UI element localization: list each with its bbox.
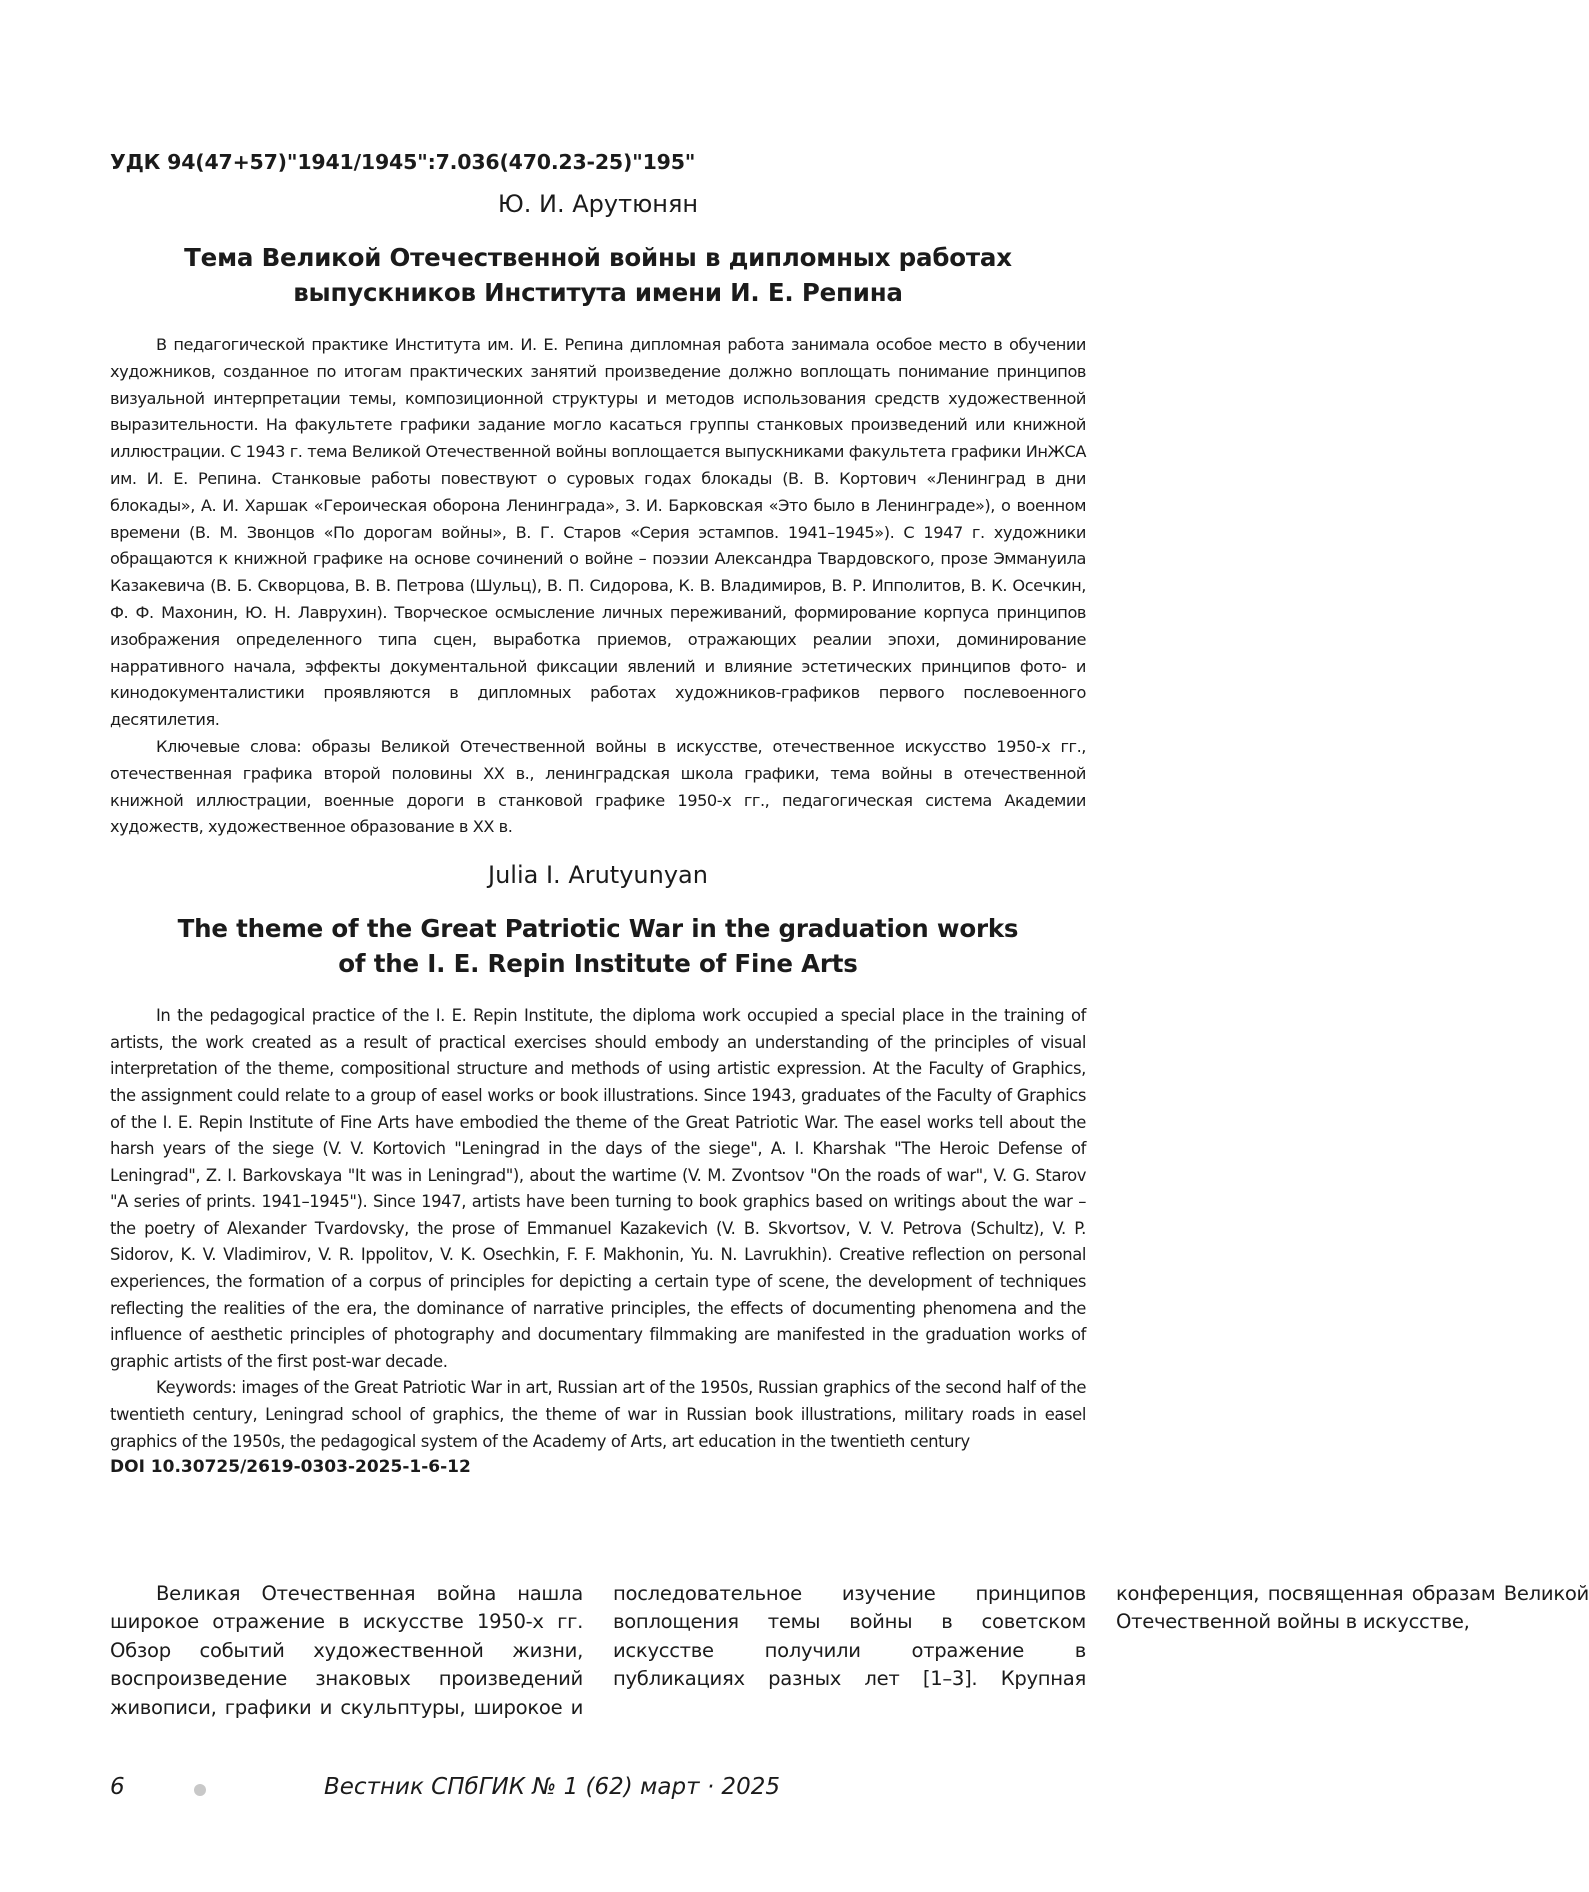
- body-paragraph: Великая Отечественная война нашла широкое отражение в искусстве 1950-х гг. Обзор событий художественной жизни, воспроизведение знаковых произведений живописи, графики и скульптуры, широкое и последовательное изучение принципов воплощения темы войны в советском искусстве получили отражение в публикациях разных лет [1–3]. Крупная конференция, посвященная образам Великой Отечественной войны в искусстве,: [110, 1582, 1589, 1719]
- keywords-ru: Ключевые слова: образы Великой Отечественной войны в искусстве, отечественное искусство 1950-х гг., отечественная графика второй половины XX в., ленинградская школа графики, тема войны в отечественной книжной иллюстрации, военные дороги в станковой графике 1950-х гг., педагогическая система Академии художеств, художественное образование в XX в.: [110, 736, 1086, 837]
- abstract-en-text: In the pedagogical practice of the I. E. Repin Institute, the diploma work occupied a special place in the training of artists, the work created as a result of practical exercises should embody an understanding of the principles of visual interpretation of the theme, compositional structure and methods of using artistic expression. At the Faculty of Graphics, the assignment could relate to a group of easel works or book illustrations. Since 1943, graduates of the Faculty of Graphics of the I. E. Repin Institute of Fine Arts have embodied the theme of the Great Patriotic War. The easel works tell about the harsh years of the siege (V. V. Kortovich "Leningrad in the days of the siege", A. I. Kharshak "The Heroic Defense of Leningrad", Z. I. Barkovskaya "It was in Leningrad"), about the wartime (V. M. Zvontsov "On the roads of war", V. G. Starov "A series of prints. 1941–1945"). Since 1947, artists have been turning to book graphics based on writings about the war – the poetry of Alexander Tvardovsky, the prose of Emmanuel Kazakevich (V. B. Skvortsov, V. V. Petrova (Schultz), V. P. Sidorov, K. V. Vladimirov, V. R. Ippolitov, V. K. Osechkin, F. F. Makhonin, Yu. N. Lavrukhin). Creative reflection on personal experiences, the formation of a corpus of principles for depicting a certain type of scene, the development of techniques reflecting the realities of the era, the dominance of narrative principles, the effects of documenting phenomena and the influence of aesthetic principles of photography and documentary filmmaking are manifested in the graduation works of graphic artists of the first post-war decade.: [110, 1006, 1086, 1371]
- author-ru: Ю. И. Арутюнян: [497, 190, 699, 218]
- udk-code: УДК 94(47+57)"1941/1945":7.036(470.23-25)"195": [110, 150, 696, 174]
- doi: DOI 10.30725/2619-0303-2025-1-6-12: [110, 1457, 471, 1478]
- title-en-line1: The theme of the Great Patriotic War in the graduation works: [177, 914, 1019, 944]
- journal-name: Вестник СПбГИК № 1 (62) март · 2025: [324, 1774, 780, 1800]
- body-text: [110, 1580, 1589, 1728]
- title-ru: [110, 240, 1086, 310]
- title-en-line2: of the I. E. Repin Institute of Fine Arts: [338, 949, 858, 979]
- author-en: Julia I. Arutyunyan: [488, 861, 708, 890]
- article-header: [110, 150, 1086, 1477]
- abstract-ru: [110, 332, 1086, 841]
- title-ru-line2: выпускников Института имени И. Е. Репина: [293, 278, 903, 307]
- title-en: [110, 911, 1086, 981]
- page-number: 6: [110, 1774, 125, 1800]
- title-ru-line1: Тема Великой Отечественной войны в дипломных работах: [184, 243, 1012, 272]
- abstract-ru-text: В педагогической практике Института им. И. Е. Репина дипломная работа занимала особое место в обучении художников, созданное по итогам практических занятий произведение должно воплощать понимание принципов визуальной интерпретации темы, композиционной структуры и методов использования средств художественной выразительности. На факультете графики задание могло касаться группы станковых произведений или книжной иллюстрации. С 1943 г. тема Великой Отечественной войны воплощается выпускниками факультета графики ИнЖСА им. И. Е. Репина. Станковые работы повествуют о суровых годах блокады (В. В. Кортович «Ленинград в дни блокады», А. И. Харшак «Героическая оборона Ленинграда», З. И. Барковская «Это было в Ленинграде»), о военном времени (В. М. Звонцов «По дорогам войны», В. Г. Старов «Серия эстампов. 1941–1945»). С 1947 г. художники обращаются к книжной графике на основе сочинений о войне – поэзии Александра Твардовского, прозе Эммануила Казакевича (В. Б. Скворцова, В. В. Петрова (Шульц), В. П. Сидорова, К. В. Владимиров, В. Р. Ипполитов, В. К. Осечкин, Ф. Ф. Махонин, Ю. Н. Лаврухин). Творческое осмысление личных переживаний, формирование корпуса принципов изображения определенного типа сцен, выработка приемов, отражающих реалии эпохи, доминирование нарративного начала, эффекты документальной фиксации явлений и влияние эстетических принципов фото- и кинодокументалистики проявляются в дипломных работах художников-графиков первого послевоенного десятилетия.: [110, 335, 1086, 730]
- keywords-en: Keywords: images of the Great Patriotic War in art, Russian art of the 1950s, Russian graphics of the second half of the twentieth century, Leningrad school of graphics, the theme of war in Russian book illustrations, military roads in easel graphics of the 1950s, the pedagogical system of the Academy of Arts, art education in the twentieth century: [110, 1378, 1086, 1451]
- abstract-en: [110, 1003, 1086, 1455]
- bullet-dot-icon: [194, 1784, 206, 1796]
- page-footer: [110, 1774, 1086, 1804]
